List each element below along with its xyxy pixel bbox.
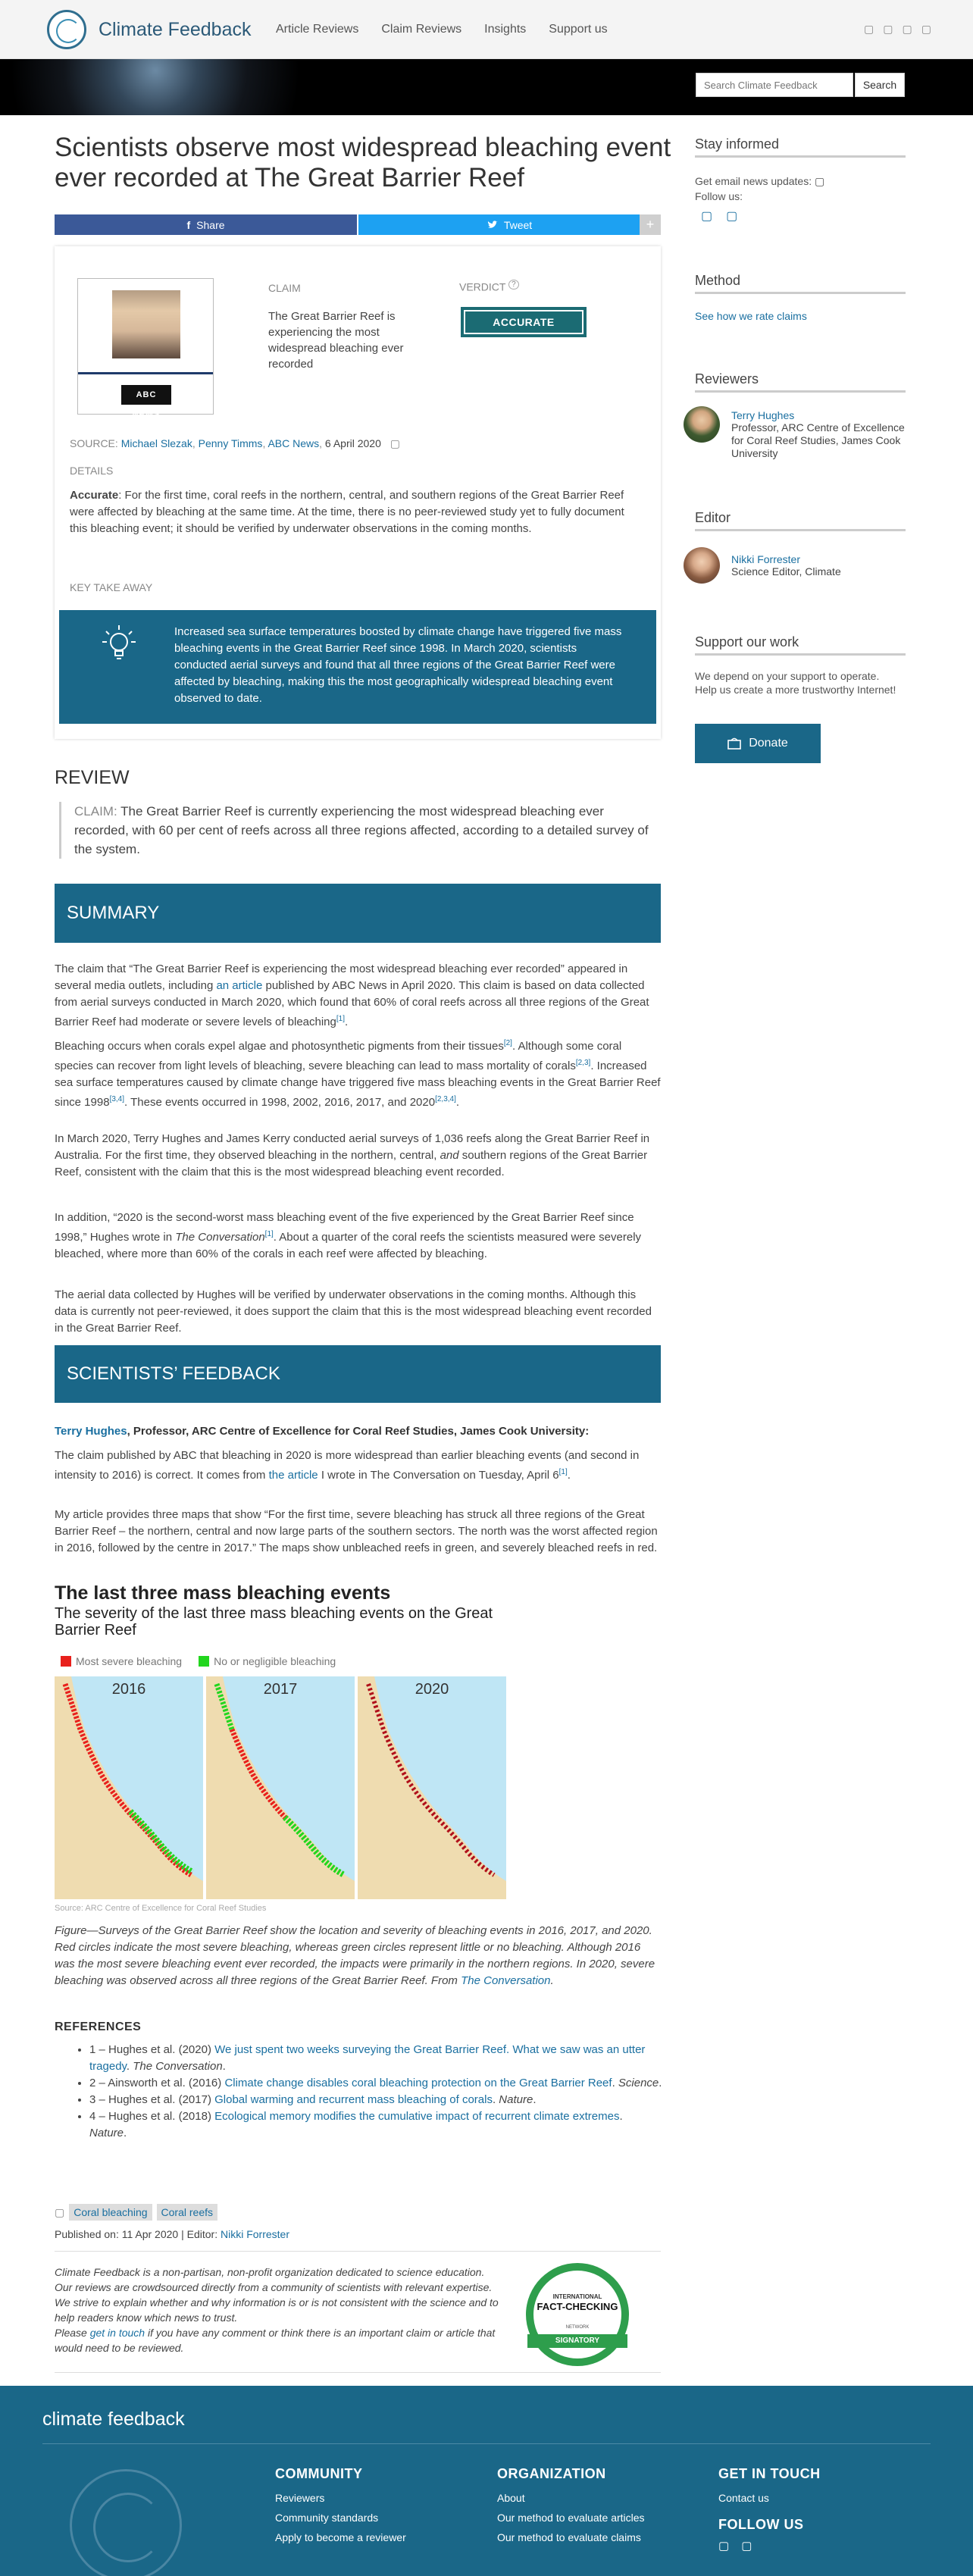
- linkedin-icon[interactable]: ▢: [902, 23, 912, 35]
- twitter-icon[interactable]: ▢: [883, 23, 893, 35]
- scientist-name-link[interactable]: Terry Hughes: [55, 1425, 127, 1438]
- lightbulb-icon: [102, 624, 136, 666]
- scientist-name-line: Terry Hughes, Professor, ARC Centre of Excellence for Coral Reef Studies, James Cook University:: [55, 1425, 590, 1438]
- footer-link[interactable]: Our method to evaluate claims: [497, 2531, 641, 2543]
- top-navigation-bar: [0, 0, 973, 59]
- bleaching-maps: [55, 1676, 509, 1899]
- article-link[interactable]: an article: [216, 979, 263, 992]
- source-author-link[interactable]: Penny Timms: [198, 437, 263, 449]
- reef-map: [358, 1676, 506, 1899]
- twitter-icon: [487, 221, 498, 230]
- figure-credit: Source: ARC Centre of Excellence for Coral Reef Studies: [55, 1904, 267, 1913]
- earth-banner: [0, 59, 973, 115]
- footer-link[interactable]: About: [497, 2492, 525, 2504]
- nav-article-reviews[interactable]: Article Reviews: [276, 23, 359, 36]
- reef-map: [55, 1676, 203, 1899]
- follow-us-label: Follow us:: [695, 190, 743, 202]
- source-outlet-link[interactable]: ABC News: [267, 437, 320, 449]
- method-heading: Method: [695, 273, 741, 288]
- summary-paragraph: Bleaching occurs when corals expel algae and photosynthetic pigments from their tissues[2]. Although some coral species can recover from light levels of bleaching, severe bleaching can lead to mass mortality of corals[2,3]. Increased sea surface temperatures caused by climate change have triggered five mass bleaching events in the Great Barrier Reef since 1998[3,4]. These events occurred in 1998, 2002, 2016, 2017, and 2020[2,3,4].: [55, 1039, 661, 1109]
- editor-name-link[interactable]: Nikki Forrester: [731, 553, 801, 565]
- facebook-icon[interactable]: ▢: [864, 23, 874, 35]
- donate-icon: [727, 737, 741, 750]
- reviewers-heading: Reviewers: [695, 371, 759, 387]
- footer-link[interactable]: Our method to evaluate articles: [497, 2512, 645, 2524]
- facebook-icon[interactable]: ▢: [701, 210, 713, 223]
- summary-paragraph: In addition, “2020 is the second-worst mass bleaching event of the five experienced by the Great Barrier Reef since 1998,” Hughes wrote in The Conversation[1]. About a quarter of the coral reefs the scientists measured were severely bleached, where more than 60% of the corals in each reef were affected by bleaching.: [55, 1211, 642, 1260]
- reference-link[interactable]: [1]: [264, 1230, 274, 1238]
- divider: [695, 529, 906, 531]
- ifcn-badge-inner: INTERNATIONAL FACT-CHECKING NETWORK SIGNATORY: [533, 2271, 621, 2358]
- map-year-label: 2017: [263, 1681, 298, 1698]
- legend-swatch: [199, 1656, 209, 1667]
- infographic-subtitle: The severity of the last three mass bleaching events on the Great Barrier Reef: [55, 1605, 493, 1639]
- nav-insights[interactable]: Insights: [484, 23, 527, 36]
- donate-button[interactable]: Donate: [695, 724, 821, 763]
- footer-brand[interactable]: climate feedback: [42, 2409, 185, 2430]
- feedback-paragraph: My article provides three maps that show “For the first time, severe bleaching has struck all three regions of the Great Barrier Reef – the northern, central and now large parts of the southern sectors. The north was the worst affected region in 2016, followed by the centre in 2017.” The maps show unbleached reefs in green, and severely bleached reefs in red.: [55, 1508, 658, 1554]
- divider: [55, 2251, 661, 2252]
- tag-coral-reefs[interactable]: Coral reefs: [157, 2204, 217, 2221]
- reference-link[interactable]: [2]: [503, 1039, 512, 1047]
- figure-caption: Figure—Surveys of the Great Barrier Reef show the location and severity of bleaching events in 2016, 2017, and 2020. Red circles indicate the most severe bleaching, whereas green circles represent little or no bleaching. Although 2016 was the most severe bleaching event ever recorded, the impacts were primarily in the northern regions. In 2020, severe bleaching was observed across all three regions of the Great Barrier Reef. From The Conversation.: [55, 1924, 655, 1987]
- divider: [695, 292, 906, 294]
- details-label: DETAILS: [70, 465, 114, 477]
- footer-link[interactable]: Reviewers: [275, 2492, 325, 2504]
- summary-paragraph: In March 2020, Terry Hughes and James Kerry conducted aerial surveys of 1,036 reefs along the Great Barrier Reef in Australia. For the first time, they observed bleaching in the northern, central, and southern regions of the Great Barrier Reef, consistent with the claim that this is the most widespread bleaching event recorded.: [55, 1132, 650, 1178]
- reference-item: • 3 – Hughes et al. (2017) Global warming and recurrent mass bleaching of corals. Nature.: [89, 2092, 662, 2108]
- nav-support-us[interactable]: Support us: [549, 23, 608, 36]
- about-text: Climate Feedback is a non-partisan, non-profit organization dedicated to science education. Our reviews are crowdsourced directly from a community of scientists with relevant expertise. We strive to explain whether and why information is or is not consistent with the science and to help readers know which news to trust. Please get in touch if you have any comment or think there is an important claim or article that would need to be reviewed.: [55, 2266, 499, 2354]
- external-link-icon[interactable]: ▢: [390, 437, 400, 449]
- divider: [695, 653, 906, 656]
- scientists-feedback-heading: SCIENTISTS’ FEEDBACK: [55, 1345, 661, 1403]
- conversation-link[interactable]: The Conversation: [461, 1974, 551, 1987]
- twitter-share-button[interactable]: [358, 214, 661, 235]
- more-share-button[interactable]: +: [640, 214, 661, 235]
- footer-organization: ORGANIZATION About Our method to evaluate articles Our method to evaluate claims: [497, 2466, 645, 2547]
- reference-item: • 1 – Hughes et al. (2020) We just spent two weeks surveying the Great Barrier Reef. What we saw was an utter tragedy. The Conversation.: [89, 2042, 662, 2075]
- share-label: Share: [196, 218, 225, 231]
- email-updates-label: Get email news updates: ▢: [695, 175, 825, 187]
- ifcn-signatory-badge[interactable]: [526, 2263, 629, 2366]
- facebook-icon: f: [186, 218, 191, 231]
- footer-community: COMMUNITY Reviewers Community standards Apply to become a reviewer: [275, 2466, 406, 2547]
- reference-link[interactable]: We just spent two weeks surveying the Great Barrier Reef. What we saw was an utter tragedy: [89, 2043, 646, 2073]
- key-take-away-label: KEY TAKE AWAY: [70, 581, 153, 593]
- divider: [695, 390, 906, 393]
- facebook-icon[interactable]: ▢: [718, 2540, 730, 2553]
- reference-link[interactable]: Climate change disables coral bleaching protection on the Great Barrier Reef: [224, 2077, 612, 2089]
- references-list: [89, 2042, 662, 2142]
- footer-social-links: [718, 2539, 821, 2553]
- review-heading: REVIEW: [55, 767, 130, 788]
- reference-link[interactable]: [2,3]: [575, 1059, 591, 1067]
- claim-text: The Great Barrier Reef is experiencing the most widespread bleaching ever recorded: [268, 310, 404, 371]
- author-photo: [112, 290, 180, 358]
- footer-link[interactable]: Community standards: [275, 2512, 379, 2524]
- reviewer-name-link[interactable]: Terry Hughes: [731, 409, 795, 421]
- tag-icon: ▢: [55, 2205, 65, 2218]
- legend-swatch: [61, 1656, 71, 1667]
- reference-link[interactable]: Global warming and recurrent mass bleaching of corals: [214, 2093, 493, 2106]
- reference-item: • 4 – Hughes et al. (2018) Ecological memory modifies the cumulative impact of recurrent climate extremes. Nature.: [89, 2108, 662, 2142]
- reference-link[interactable]: [1]: [558, 1468, 568, 1476]
- published-line: Published on: 11 Apr 2020 | Editor: Nikki Forrester: [55, 2228, 289, 2240]
- email-icon[interactable]: ▢: [814, 175, 825, 187]
- get-in-touch-link[interactable]: get in touch: [89, 2327, 145, 2339]
- legend-item: No or negligible bleaching: [199, 1655, 336, 1667]
- footer-link[interactable]: Apply to become a reviewer: [275, 2531, 406, 2543]
- reviewer-affiliation: Professor, ARC Centre of Excellence for Coral Reef Studies, James Cook University: [731, 421, 905, 459]
- footer-link[interactable]: Contact us: [718, 2492, 769, 2504]
- outlet-thumbnail[interactable]: [77, 278, 214, 419]
- twitter-icon[interactable]: ▢: [726, 210, 738, 223]
- infographic-legend: [61, 1655, 336, 1667]
- verdict-badge: ACCURATE: [461, 307, 587, 337]
- editor-avatar[interactable]: [684, 547, 720, 584]
- rss-icon[interactable]: ▢: [921, 23, 931, 35]
- page-title: Scientists observe most widespread bleaching event ever recorded at The Great Barrier Reef: [55, 133, 671, 192]
- editor-link[interactable]: Nikki Forrester: [220, 2228, 289, 2240]
- site-name[interactable]: Climate Feedback: [99, 19, 252, 40]
- help-icon[interactable]: ?: [508, 280, 519, 290]
- reference-link[interactable]: [1]: [336, 1015, 345, 1023]
- reference-item: • 2 – Ainsworth et al. (2016) Climate change disables coral bleaching protection on the Great Barrier Reef. Science.: [89, 2075, 662, 2092]
- key-take-away-box: [59, 610, 656, 724]
- infographic-title: The last three mass bleaching events: [55, 1582, 391, 1604]
- method-link[interactable]: See how we rate claims: [695, 310, 807, 322]
- abc-news-logo: ABC NEWS: [121, 385, 171, 405]
- summary-paragraph: The aerial data collected by Hughes will be verified by underwater observations in the coming months. Although this data is currently not peer-reviewed, it does support the claim that this is the most widespread bleaching event recorded in the Great Barrier Reef.: [55, 1288, 652, 1335]
- map-2020: [358, 1676, 506, 1899]
- twitter-icon[interactable]: ▢: [741, 2540, 752, 2553]
- site-footer: [0, 2386, 973, 2576]
- divider: [42, 2443, 931, 2444]
- key-take-away-text: Increased sea surface temperatures boosted by climate change have triggered five mass bleaching events in the Great Barrier Reef since 1998. In March 2020, scientists conducted aerial surveys and found that all three regions of the Great Barrier Reef were affected by bleaching, making this the most geographically widespread bleaching event observed to date.: [174, 625, 622, 705]
- header-social-links: [864, 23, 931, 36]
- editor-role: Science Editor, Climate: [731, 565, 841, 577]
- editor-heading: Editor: [695, 510, 731, 525]
- sidebar-social-links: [701, 208, 737, 224]
- tweet-label: Tweet: [503, 218, 533, 231]
- facebook-share-button[interactable]: [55, 214, 357, 235]
- support-heading: Support our work: [695, 634, 799, 649]
- map-2016: [55, 1676, 203, 1899]
- search-input[interactable]: [696, 73, 853, 97]
- search-button[interactable]: Search: [855, 73, 905, 97]
- divider: [55, 2372, 661, 2373]
- feedback-paragraph: The claim published by ABC that bleaching in 2020 is more widespread than earlier bleaching events (and second in intensity to 2016) is correct. It comes from the article I wrote in The Conversation on Tuesday, April 6[1].: [55, 1449, 640, 1482]
- globe-logo-icon: [70, 2469, 182, 2576]
- reference-link[interactable]: Ecological memory modifies the cumulative impact of recurrent climate extremes: [214, 2110, 620, 2123]
- reference-link[interactable]: [3,4]: [109, 1095, 125, 1103]
- divider: [78, 372, 213, 374]
- claim-review-card: [55, 246, 661, 739]
- summary-heading: SUMMARY: [55, 884, 661, 943]
- source-line: SOURCE: Michael Slezak, Penny Timms, ABC News, 6 April 2020 ▢: [70, 437, 400, 449]
- source-date: 6 April 2020: [324, 437, 381, 449]
- references-heading: REFERENCES: [55, 2020, 142, 2033]
- reviewer-avatar[interactable]: [684, 406, 720, 443]
- share-bar: [55, 214, 661, 235]
- tag-coral-bleaching[interactable]: Coral bleaching: [69, 2204, 152, 2221]
- review-claim-quote: CLAIM: The Great Barrier Reef is currently experiencing the most widespread bleaching ever recorded, with 60 per cent of reefs across all three regions affected, according to a detailed survey of the system.: [59, 802, 658, 859]
- verdict-label: VERDICT ?: [459, 280, 519, 293]
- footer-contact: GET IN TOUCH Contact us FOLLOW US ▢ ▢: [718, 2466, 821, 2553]
- nav-claim-reviews[interactable]: Claim Reviews: [381, 23, 462, 36]
- map-year-label: 2020: [415, 1681, 449, 1698]
- main-nav: [276, 23, 608, 36]
- reference-link[interactable]: [2,3,4]: [435, 1095, 456, 1103]
- summary-paragraph: The claim that “The Great Barrier Reef is experiencing the most widespread bleaching ever recorded” appeared in several media outlets, including an article published by ABC News in April 2020. This claim is based on data collected from aerial surveys conducted in March 2020, which found that 60% of coral reefs across all three regions of the Great Barrier Reef had moderate or severe levels of bleaching[1].: [55, 962, 649, 1028]
- tag-list: [55, 2204, 217, 2221]
- source-author-link[interactable]: Michael Slezak: [120, 437, 192, 449]
- conversation-article-link[interactable]: the article: [268, 1469, 318, 1482]
- reef-map: [206, 1676, 355, 1899]
- divider: [695, 155, 906, 158]
- legend-item: Most severe bleaching: [61, 1655, 182, 1667]
- support-text: We depend on your support to operate. Help us create a more trustworthy Internet!: [695, 670, 896, 696]
- map-year-label: 2016: [111, 1681, 146, 1698]
- climate-feedback-logo-icon[interactable]: [47, 10, 86, 49]
- stay-informed-heading: Stay informed: [695, 136, 780, 152]
- details-text: Accurate: For the first time, coral reefs in the northern, central, and southern regions of the Great Barrier Reef were affected by bleaching at the same time. At the time, there is no peer-reviewed study yet to fully document this bleaching event; it should be verified by underwater observations in the coming months.: [70, 489, 624, 535]
- claim-label: CLAIM: [268, 282, 301, 294]
- map-2017: [206, 1676, 355, 1899]
